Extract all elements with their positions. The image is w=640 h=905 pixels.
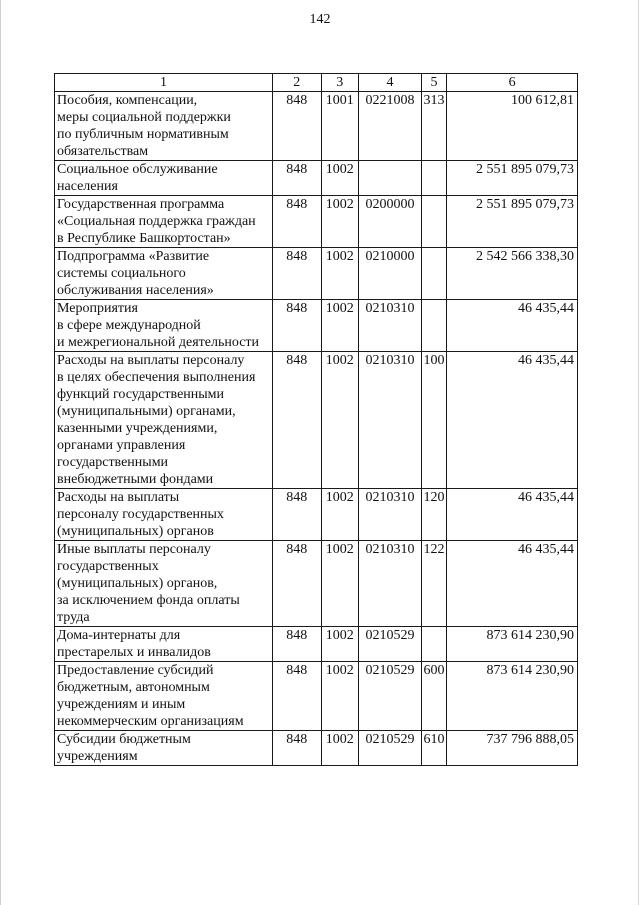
row-col-3: 1002	[321, 352, 359, 489]
row-col-5: 313	[421, 92, 446, 161]
row-col-3: 1002	[321, 196, 359, 248]
row-col-3: 1002	[321, 161, 359, 196]
budget-table	[54, 73, 578, 766]
row-col-3: 1001	[321, 92, 359, 161]
row-col-3: 1002	[321, 627, 359, 662]
row-amount: 737 796 888,05	[447, 731, 578, 766]
row-col-3: 1002	[321, 489, 359, 541]
row-col-4: 0210310	[359, 352, 422, 489]
row-col-4	[359, 161, 422, 196]
row-amount: 46 435,44	[447, 489, 578, 541]
row-col-3: 1002	[321, 731, 359, 766]
row-col-5	[421, 300, 446, 352]
header-cell-4: 4	[359, 74, 422, 92]
row-name: Расходы на выплаты персоналу в целях обеспечения выполнения функций государственными (муниципальными) органами, казенными учреждениями, органами управления государственными внебюджетными фондами	[55, 352, 273, 489]
row-col-4: 0210310	[359, 300, 422, 352]
table-row	[55, 731, 578, 766]
table-row	[55, 161, 578, 196]
header-cell-5: 5	[421, 74, 446, 92]
row-col-2: 848	[272, 627, 321, 662]
row-name: Пособия, компенсации, меры социальной поддержки по публичным нормативным обязательствам	[55, 92, 273, 161]
row-amount: 2 551 895 079,73	[447, 161, 578, 196]
row-col-5: 100	[421, 352, 446, 489]
row-col-2: 848	[272, 248, 321, 300]
row-col-4: 0210529	[359, 662, 422, 731]
row-col-5	[421, 196, 446, 248]
row-name: Иные выплаты персоналу государственных (муниципальных) органов, за исключением фонда оплаты труда	[55, 541, 273, 627]
row-col-4: 0210310	[359, 489, 422, 541]
row-col-2: 848	[272, 541, 321, 627]
table-row	[55, 92, 578, 161]
row-col-5: 120	[421, 489, 446, 541]
table-row	[55, 352, 578, 489]
row-col-3: 1002	[321, 248, 359, 300]
row-col-4: 0200000	[359, 196, 422, 248]
row-name: Расходы на выплаты персоналу государственных (муниципальных) органов	[55, 489, 273, 541]
row-name: Социальное обслуживание населения	[55, 161, 273, 196]
table-row	[55, 196, 578, 248]
header-row	[55, 74, 578, 92]
row-name: Государственная программа «Социальная поддержка граждан в Республике Башкортостан»	[55, 196, 273, 248]
row-col-2: 848	[272, 300, 321, 352]
row-col-4: 0210310	[359, 541, 422, 627]
row-name: Мероприятия в сфере международной и межрегиональной деятельности	[55, 300, 273, 352]
table-row	[55, 627, 578, 662]
row-amount: 46 435,44	[447, 300, 578, 352]
table-row	[55, 662, 578, 731]
row-amount: 100 612,81	[447, 92, 578, 161]
row-col-3: 1002	[321, 300, 359, 352]
table-row	[55, 489, 578, 541]
row-col-5	[421, 627, 446, 662]
row-col-5	[421, 161, 446, 196]
header-cell-2: 2	[272, 74, 321, 92]
row-name: Предоставление субсидий бюджетным, автономным учреждениям и иным некоммерческим организациям	[55, 662, 273, 731]
row-col-4: 0210529	[359, 731, 422, 766]
row-amount: 2 551 895 079,73	[447, 196, 578, 248]
table-row	[55, 541, 578, 627]
scan-left-edge	[0, 0, 1, 905]
row-amount: 873 614 230,90	[447, 662, 578, 731]
scan-right-edge	[638, 0, 639, 905]
page-number: 142	[309, 12, 331, 27]
row-col-5: 610	[421, 731, 446, 766]
row-col-5: 122	[421, 541, 446, 627]
row-col-2: 848	[272, 196, 321, 248]
table-row	[55, 248, 578, 300]
row-col-2: 848	[272, 92, 321, 161]
row-col-4: 0210529	[359, 627, 422, 662]
header-cell-6: 6	[447, 74, 578, 92]
row-col-4: 0210000	[359, 248, 422, 300]
row-col-5: 600	[421, 662, 446, 731]
row-col-2: 848	[272, 731, 321, 766]
row-amount: 873 614 230,90	[447, 627, 578, 662]
row-name: Дома-интернаты для престарелых и инвалидов	[55, 627, 273, 662]
header-cell-3: 3	[321, 74, 359, 92]
row-col-2: 848	[272, 489, 321, 541]
header-cell-1: 1	[55, 74, 273, 92]
row-amount: 2 542 566 338,30	[447, 248, 578, 300]
row-col-3: 1002	[321, 541, 359, 627]
row-name: Подпрограмма «Развитие системы социального обслуживания населения»	[55, 248, 273, 300]
row-name: Субсидии бюджетным учреждениям	[55, 731, 273, 766]
row-col-5	[421, 248, 446, 300]
row-col-4: 0221008	[359, 92, 422, 161]
row-amount: 46 435,44	[447, 541, 578, 627]
table-row	[55, 300, 578, 352]
row-amount: 46 435,44	[447, 352, 578, 489]
row-col-2: 848	[272, 352, 321, 489]
row-col-3: 1002	[321, 662, 359, 731]
row-col-2: 848	[272, 161, 321, 196]
row-col-2: 848	[272, 662, 321, 731]
